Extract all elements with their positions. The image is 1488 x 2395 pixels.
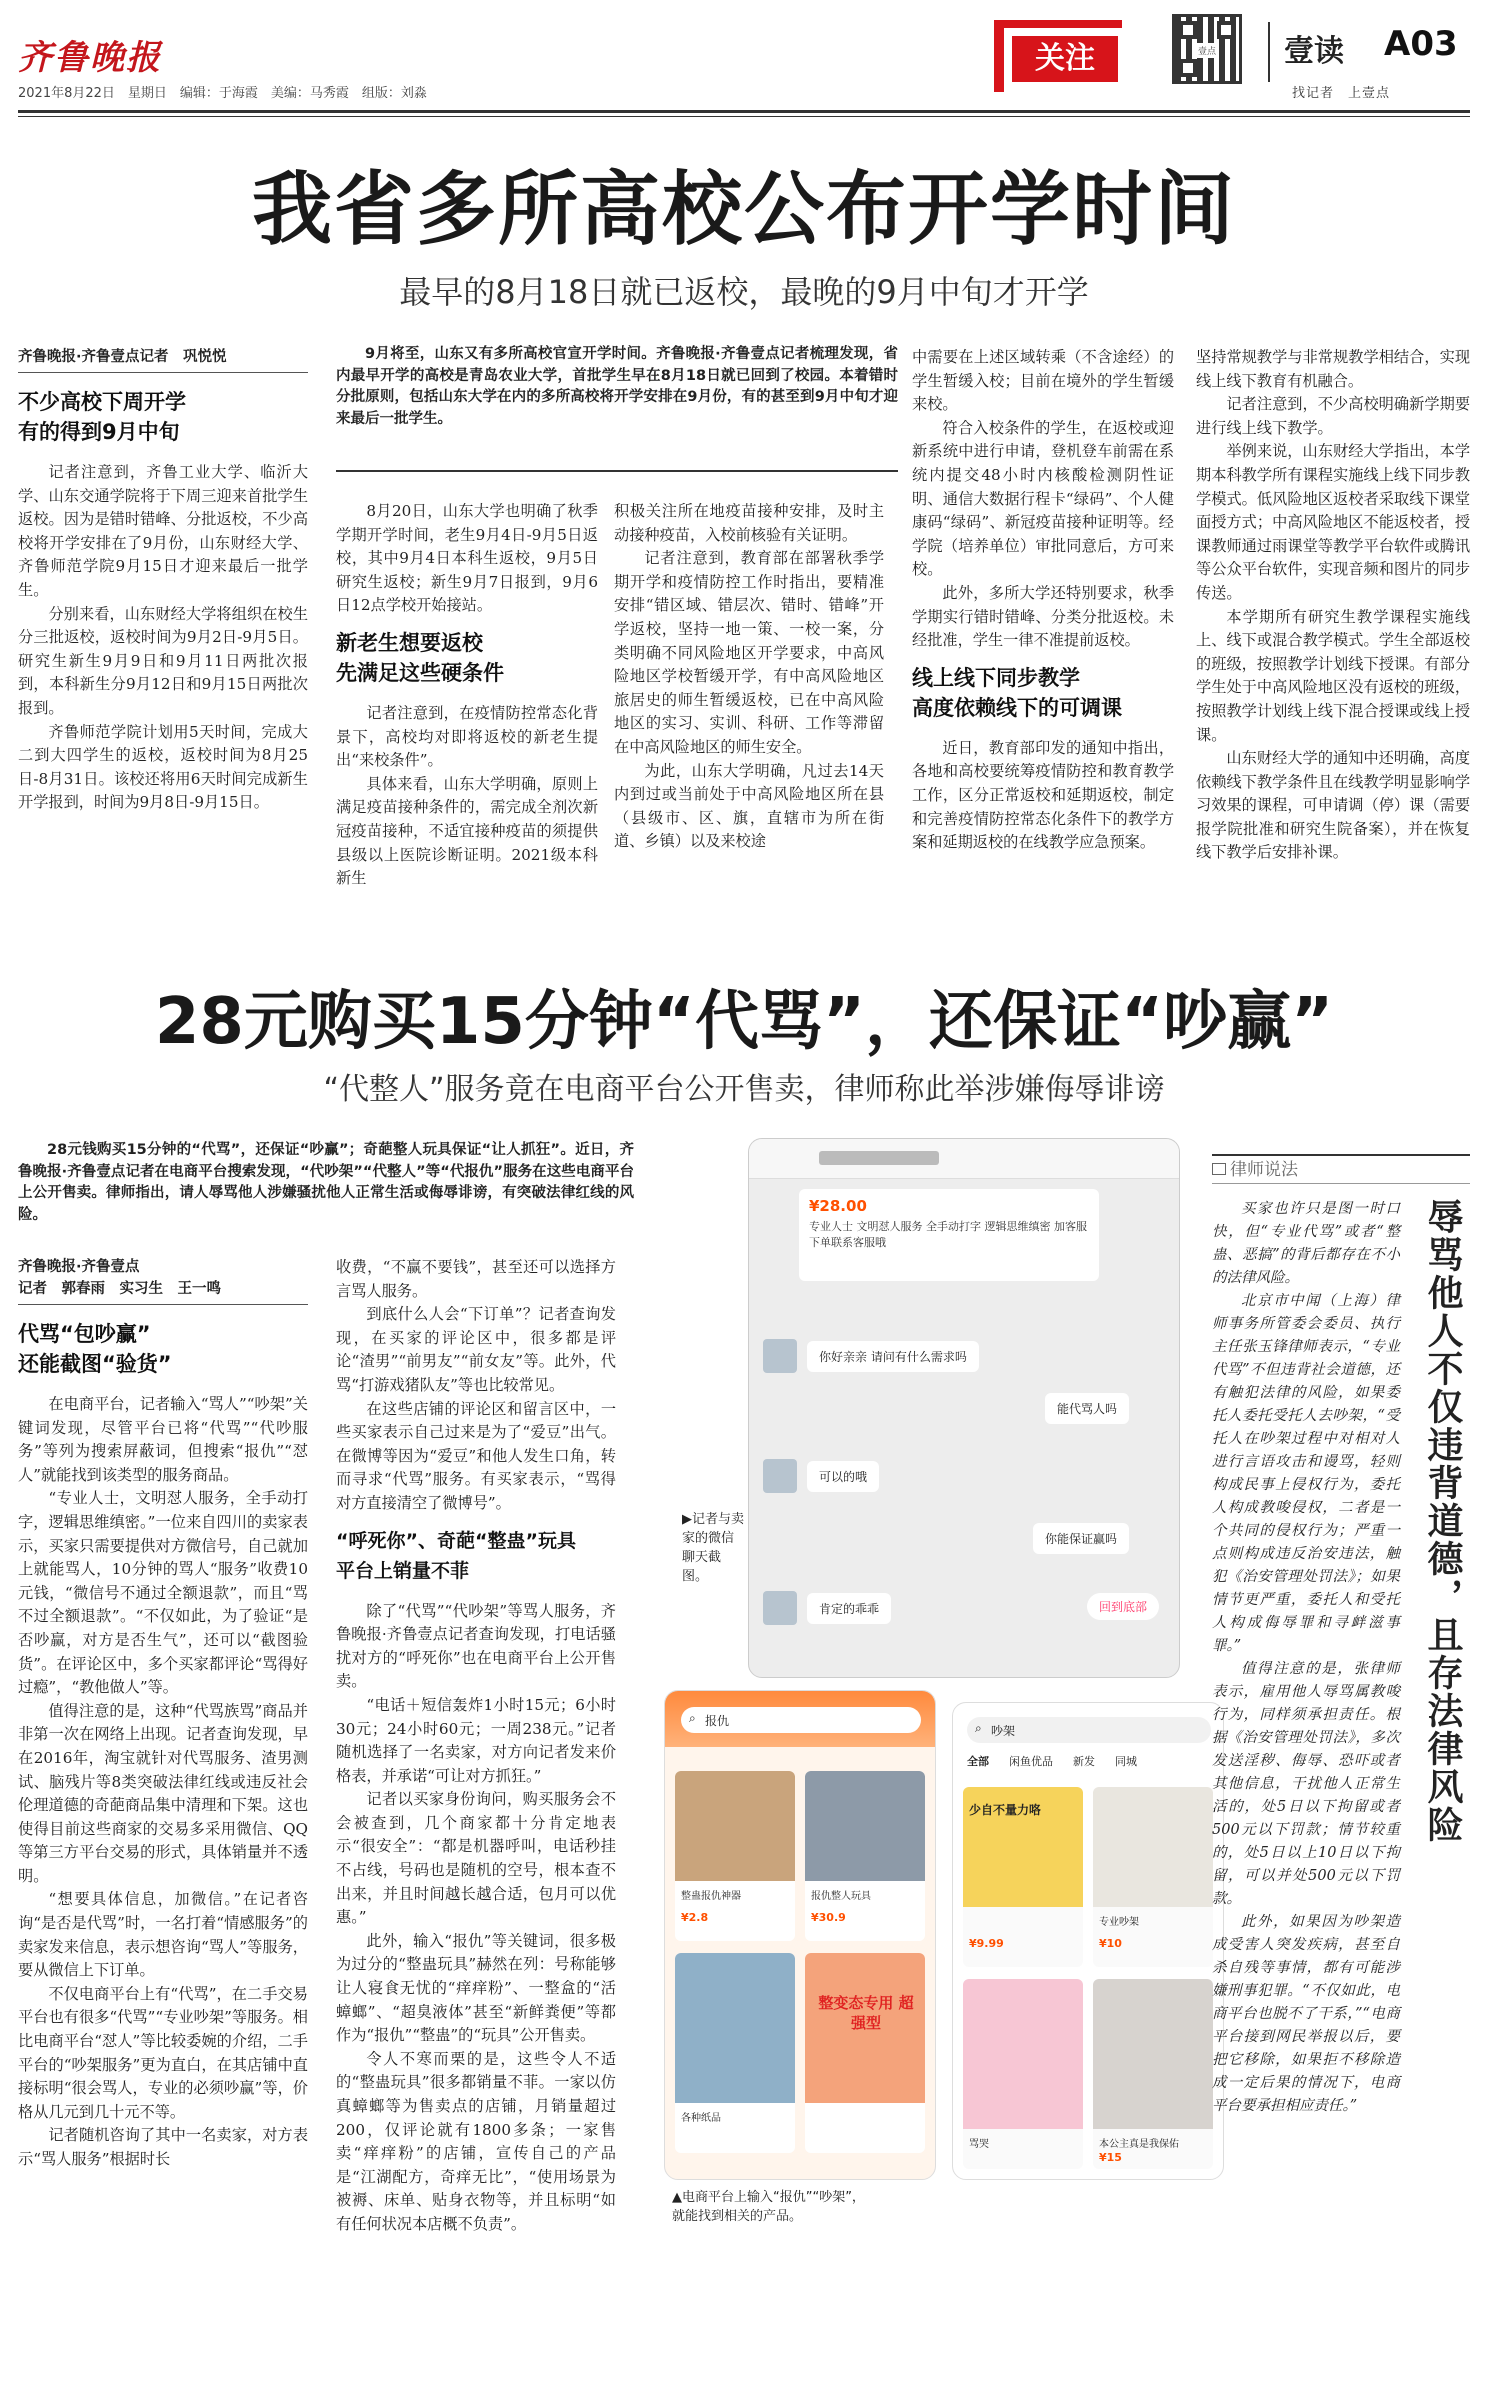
paragraph: “想要具体信息，加微信。”在记者咨询“是否是代骂”时，一名打着“情感服务”的卖家发来信息，表示想咨询“骂人”等服务，要从微信上下订单。 [18,1890,308,1980]
product-tile[interactable] [805,1771,925,1941]
product-tile[interactable] [675,1771,795,1941]
paragraph: 记者注意到，齐鲁工业大学、临沂大学、山东交通学院将于下周三迎来首批学生返校。因为是错时错峰、分批返校，不少高校将开学安排在了9月份，山东财经大学、齐鲁师范学院9月15日才迎来最后一批学生。 [18,463,308,599]
story1-sub1: 不少高校下周开学 有的得到9月中旬 [18,390,186,444]
chat-bubble-sent: 你能保证赢吗 [1033,1523,1129,1554]
paragraph: 为此，山东大学明确，凡过去14天内到过或当前处于中高风险地区所在县（县级市、区、旗，直辖市为所在街道、乡镇）以及来校途 [614,761,884,851]
paragraph: 买家也许只是图一时口快，但“专业代骂”或者“整蛊、恶搞”的背后都存在不小的法律风险。 [1212,1201,1400,1286]
story2-lead-box [18,1140,634,1240]
story1-col4 [912,346,1174,855]
tab-premium[interactable]: 闲鱼优品 [1009,1755,1053,1768]
search-tabs [967,1753,1211,1777]
paragraph: 山东财经大学的通知中还明确，高度依赖线下教学条件且在线教学明显影响学习效果的课程，可申请调（停）课（需要报学院批准和研究生院备案），并在恢复线下教学后安排补课。 [1196,749,1470,862]
product-tile[interactable] [805,1953,925,2153]
product-price: ¥28.00 [809,1197,867,1215]
search-input[interactable] [681,1707,921,1733]
paragraph: 北京市中闻（上海）律师事务所管委会委员、执行主任张玉锋律师表示，“专业代骂”不但违背社会道德，还有触犯法律的风险，如果委托人委托受托人去吵架，“受托人在吵架过程中对相对人进行言语攻击和谩骂，轻则构成民事上侵权行为，委托人构成教唆侵权，二者是一个共同的侵权行为；严重一点则构成违反治安违法，触犯《治安管理处罚法》；如果情节更严重，委托人和受托人构成侮辱罪和寻衅滋事罪。” [1212,1293,1400,1654]
product-price: ¥9.99 [969,1937,1004,1950]
product-title: 整蛊报仇神器 [681,1891,741,1902]
story2-sub2: “呼死你”、奇葩“整蛊”玩具 平台上销量不菲 [336,1529,576,1582]
search-query: 吵架 [991,1724,1016,1738]
product-title: 报仇整人玩具 [811,1891,871,1902]
paragraph: 记者注意到，不少高校明确新学期要进行线上线下教学。 [1196,395,1470,437]
story1-byline: 齐鲁晚报·齐鲁壹点记者 巩悦悦 [18,346,308,373]
paragraph: 齐鲁师范学院计划用5天时间，完成大二到大四学生的返校，返校时间为8月25日-8月31日。该校还将用6天时间完成新生开学报到，时间为9月8日-9月15日。 [18,722,308,812]
paragraph: 近日，教育部印发的通知中指出，各地和高校要统筹疫情防控和教育教学工作，区分正常返校和延期返校，制定和完善疫情防控常态化条件下的教学方案和延期返校的在线教学应急预案。 [912,738,1174,852]
focus-label: 关注 [1012,36,1118,82]
paragraph: “专业人士，文明怼人服务，全手动打字，逻辑思维缜密。”一位来自四川的卖家表示，买家只需要提供对方微信号，自己就加上就能骂人，10分钟的骂人“服务”收费10元钱，“微信号不通过全额退款”，而且“骂不过全额退款”。“不仅如此，为了验证“是否吵赢，对方是否生气”，还可以“截图验货”。在评论区中，多个买家都评论“骂得好过瘾”，“教他做人”等。 [18,1489,308,1697]
lawyer-headline: 辱骂他人不仅违背道德，且存法律风险 [1422,1198,1463,1844]
slogan: 找记者 上壹点 [1292,86,1391,101]
paragraph: 举例来说，山东财经大学指出，本学期本科教学所有课程实施线上线下同步教学模式。低风险地区返校者采取线下课堂面授方式；中高风险地区不能返校者，授课教师通过雨课堂等教学平台软件或腾讯等公众平台软件，实现音频和图片的同步传送。 [1196,442,1470,602]
paragraph: 记者注意到，在疫情防控常态化背景下，高校均对即将返校的新老生提出“来校条件”。 [336,703,598,770]
paragraph: 此外，多所大学还特别要求，秋季学期实行错时错峰、分类分批返校。未经批准，学生一律不准提前返校。 [912,583,1174,650]
story1-sub2: 新老生想要返校 先满足这些硬条件 [336,630,504,685]
section-name: 壹读 [1284,34,1344,69]
product-tile[interactable] [963,1979,1083,2169]
paragraph: 值得注意的是，这种“代骂族骂”商品并非第一次在网络上出现。记者查询发现，早在2016年，淘宝就针对代骂服务、渣男测试、脑残片等8类突破法律红线或违反社会伦理道德的奇葩商品集中清理和下架。这也使得目前这些商家的交易多采用微信、QQ等第三方平台交易的形式，具体销量并不透明。 [18,1701,308,1885]
tab-local[interactable]: 同城 [1115,1755,1137,1768]
story2-byline-reporters: 记者 郭春雨 实习生 王一鸣 [18,1281,221,1297]
paragraph: 记者以买家身份询问，购买服务会不会被查到，几个商家都十分肯定地表示“很安全”：“都是机器呼叫，电话秒挂不占线，号码也是随机的空号，根本查不出来，并且时间越长越合适，包月可以优惠。” [336,1790,616,1927]
paragraph: “电话＋短信轰炸1小时15元；6小时30元；24小时60元；一周238元。”记者随机选择了一名卖家，对方向记者发来价格表，并承诺“可让对方抓狂。” [336,1695,616,1785]
paragraph: 8月20日，山东大学也明确了秋季学期开学时间，老生9月4日-9月5日返校，其中9月4日本科生返校，9月5日研究生返校；新生9月7日报到，9月6日12点学校开始接站。 [336,502,598,615]
chat-bubble-received: 可以的哦 [807,1461,879,1492]
product-title: 各种纸品 [681,2113,721,2124]
paragraph: 积极关注所在地疫苗接种安排，及时主动接种疫苗，入校前核验有关证明。 [614,502,884,544]
story1-subheadline: 最早的8月18日就已返校，最晚的9月中旬才开学 [399,273,1089,311]
product-tile[interactable] [1093,1787,1213,1967]
avatar [763,1339,797,1373]
product-title: 本公主真是我保佑 [1099,2139,1179,2150]
chat-bubble-received: 你好亲亲 请问有什么需求吗 [807,1341,979,1372]
paragraph: 记者注意到，教育部在部署秋季学期开学和疫情防控工作时指出，要精准安排“错区域、错层次、错时、错峰”开学返校，坚持一地一策、一校一案，分类明确不同风险地区开学要求，中高风险地区学校暂缓开学，有中高风险地区旅居史的师生暂缓返校，已在中高风险地区的实习、实训、科研、工作等滞留在中高风险地区的师生安全。 [614,549,884,756]
tag-icon [1212,1163,1226,1175]
paragraph: 坚持常规教学与非常规教学相结合，实现线上线下教育有机融合。 [1196,348,1470,390]
chat-caption: ▶记者与卖家的微信聊天截图。 [682,1512,744,1584]
search-screenshot-right [952,1702,1224,2180]
search-icon: ⌕ [975,1721,982,1735]
qr-code[interactable] [1172,14,1242,84]
story2-subheadline: “代整人”服务竟在电商平台公开售卖，律师称此举涉嫌侮辱诽谤 [323,1072,1165,1107]
story2-lead: 28元钱购买15分钟的“代骂”，还保证“吵赢”；奇葩整人玩具保证“让人抓狂”。近日，齐鲁晚报·齐鲁壹点记者在电商平台搜索发现，“代吵架”“代整人”等“代报仇”服务在这些电商平台上公开售卖。律师指出，请人辱骂他人涉嫌骚扰他人正常生活或侮辱诽谤，有突破法律红线的风险。 [18,1142,634,1223]
paragraph: 值得注意的是，张律师表示，雇用他人辱骂属教唆行为，同样须承担责任。根据《治安管理处罚法》，多次发送淫秽、侮辱、恐吓或者其他信息，干扰他人正常生活的，处5日以下拘留或者500元以下罚款；情节较重的，处5日以上10日以下拘留，可以并处500元以下罚款。 [1212,1661,1400,1907]
product-tile[interactable] [963,1787,1083,1967]
paragraph: 在电商平台，记者输入“骂人”“吵架”关键词发现，尽管平台已将“代骂”“代吵服务”等列为搜索屏蔽词，但搜索“报仇”“怼人”就能找到该类型的服务商品。 [18,1395,308,1484]
product-title: 专业人士 文明怼人服务 全手动打字 逻辑思维缜密 加客服下单联系客服哦 [809,1220,1087,1249]
chat-screenshot [748,1138,1180,1678]
search-input[interactable] [967,1717,1211,1743]
product-title: 专业吵架 [1099,1917,1139,1928]
story2-byline [18,1256,308,1305]
lawyer-tag-label: 律师说法 [1230,1160,1298,1180]
focus-badge [994,20,1122,92]
tab-new[interactable]: 新发 [1073,1755,1095,1768]
lawyer-tag [1212,1154,1470,1184]
avatar [763,1459,797,1493]
tab-all[interactable]: 全部 [967,1755,989,1768]
paragraph: 记者随机咨询了其中一名卖家，对方表示“骂人服务”根据时长 [18,2126,308,2168]
search-query: 报仇 [705,1714,730,1728]
product-tile[interactable] [675,1953,795,2153]
story1-sub3: 线上线下同步教学 高度依赖线下的可调课 [912,665,1122,720]
story1-col5 [1196,346,1470,865]
product-title: 少自不量力咯 [969,1803,1042,1817]
masthead [0,0,1488,120]
qr-label: 壹点 [1197,43,1217,58]
product-card[interactable] [799,1189,1099,1281]
paragraph: 具体来看，山东大学明确，原则上满足疫苗接种条件的，需完成全剂次新冠疫苗接种，不适宜接种疫苗的须提供县级以上医院诊断证明。2021级本科新生 [336,774,598,888]
story1-headline: 我省多所高校公布开学时间 [252,163,1236,256]
paragraph: 收费，“不赢不要钱”，甚至还可以选择方言骂人服务。 [336,1258,616,1300]
paragraph: 中需要在上述区域转乘（不含途经）的学生暂缓入校；目前在境外的学生暂缓来校。 [912,348,1174,414]
product-tile[interactable] [1093,1979,1213,2169]
product-price: ¥30.9 [811,1911,846,1924]
search-screenshot-left [664,1690,936,2180]
paragraph: 此外，如果因为吵架造成受害人突发疾病，甚至自杀自残等事情，都有可能涉嫌刑事犯罪。“不仅如此，电商平台也脱不了干系，”“电商平台接到网民举报以后，要把它移除，如果拒不移除造成一定后果的情况下，电商平台要承担相应责任。” [1212,1914,1400,2114]
paragraph: 本学期所有研究生教学课程实施线上、线下或混合教学模式。学生全部返校的班级，按照教学计划线下授课。有部分学生处于中高风险地区没有返校的班级，按照教学计划线上线下混合授课或线上授课。 [1196,607,1470,744]
product-price: ¥15 [1099,2151,1122,2164]
story1-lead-box [336,344,898,472]
paragraph: 令人不寒而栗的是，这些令人不适的“整蛊玩具”很多都销量不菲。一家以仿真蟑螂等为售卖点的店铺，月销量超过200，仅评论就有1800多条；一家售卖“痒痒粉”的店铺，宣传自己的产品是“江湖配方，奇痒无比”，“使用场景为被褥、床单、贴身衣物等，并且标明“如有任何状况本店概不负责”。 [336,2049,616,2233]
back-to-bottom-button[interactable]: 回到底部 [1087,1593,1159,1620]
story1-col2 [336,500,598,891]
paragraph: 除了“代骂”“代吵架”等骂人服务，齐鲁晚报·齐鲁壹点记者查询发现，打电话骚扰对方的“呼死你”也在电商平台上公开售卖。 [336,1601,616,1691]
search-caption: ▲电商平台上输入“报仇”“吵架”，就能找到相关的产品。 [672,2190,865,2224]
paragraph: 在这些店铺的评论区和留言区中，一些买家表示自己过来是为了“爱豆”出气。在微博等因为“爱豆”和他人发生口角，转而寻求“代骂”服务。有买家表示，“骂得对方直接清空了微博号”。 [336,1399,616,1512]
product-title: 骂哭 [969,2139,989,2150]
chat-bubble-sent: 能代骂人吗 [1045,1393,1129,1424]
story1-lead: 9月将至，山东又有多所高校官宣开学时间。齐鲁晚报·齐鲁壹点记者梳理发现，省内最早开学的高校是青岛农业大学，首批学生早在8月18日就已回到了校园。本着错时分批原则，包括山东大学在内的多所高校将开学安排在9月份，有的甚至到9月中旬才迎来最后一批学生。 [336,346,898,427]
story2-byline-paper: 齐鲁晚报·齐鲁壹点 [18,1259,140,1275]
paragraph: 不仅电商平台上有“代骂”，在二手交易平台也有很多“代骂”“专业吵架”等服务。相比电商平台“怼人”等比较委婉的介绍，二手平台的“吵架服务”更为直白，在其店铺中直接标明“很会骂人，专业的必须吵赢”等，价格从几元到几十元不等。 [18,1984,308,2121]
chat-bubble-received: 肯定的乖乖 [807,1593,891,1624]
date-line: 2021年8月22日 星期日 编辑：于海霞 美编：马秀霞 组版：刘淼 [18,86,427,101]
product-price: ¥10 [1099,1937,1122,1950]
story2-col1 [18,1256,308,2172]
paragraph: 符合入校条件的学生，在返校或迎新系统中进行申请，登机登车前需在系统内提交48小时内核酸检测阴性证明、通信大数据行程卡“绿码”、个人健康码“绿码”、新冠疫苗接种证明等。经学院（培养单位）审批同意后，方可来校。 [912,418,1174,579]
lawyer-sidebar [1212,1154,1470,2374]
product-title: 整变态专用 超强型 [818,1994,914,2032]
product-price: ¥2.8 [681,1911,709,1924]
paragraph: 到底什么人会“下订单”？记者查询发现，在买家的评论区中，很多都是评论“渣男”“前男友”“前女友”等。此外，代骂“打游戏猪队友”等也比较常见。 [336,1305,616,1394]
story2-headline: 28元购买15分钟“代骂”，还保证“吵赢” [154,985,1334,1059]
search-icon: ⌕ [689,1711,696,1725]
story2-col2 [336,1256,616,2237]
paragraph: 此外，输入“报仇”等关键词，很多极为过分的“整蛊玩具”赫然在列：号称能够让人寝食无忧的“痒痒粉”、一整盒的“活蟑螂”、“超臭液体”甚至“新鲜粪便”等都作为“报仇”“整蛊”的“玩具”公开售卖。 [336,1931,616,2045]
newspaper-logo: 齐鲁晚报 [18,38,162,78]
story2-sub1: 代骂“包吵赢” 还能截图“验货” [18,1322,172,1376]
lawyer-body [1212,1198,1400,2118]
story1-col1 [18,346,308,815]
paragraph: 分别来看，山东财经大学将组织在校生分三批返校，返校时间为9月2日-9月5日。研究生新生9月9日和9月11日两批次报到，本科新生分9月12日和9月15日两批次报到。 [18,604,308,717]
story1-col3 [614,500,884,854]
page-number: A03 [1384,24,1458,64]
avatar [763,1591,797,1625]
